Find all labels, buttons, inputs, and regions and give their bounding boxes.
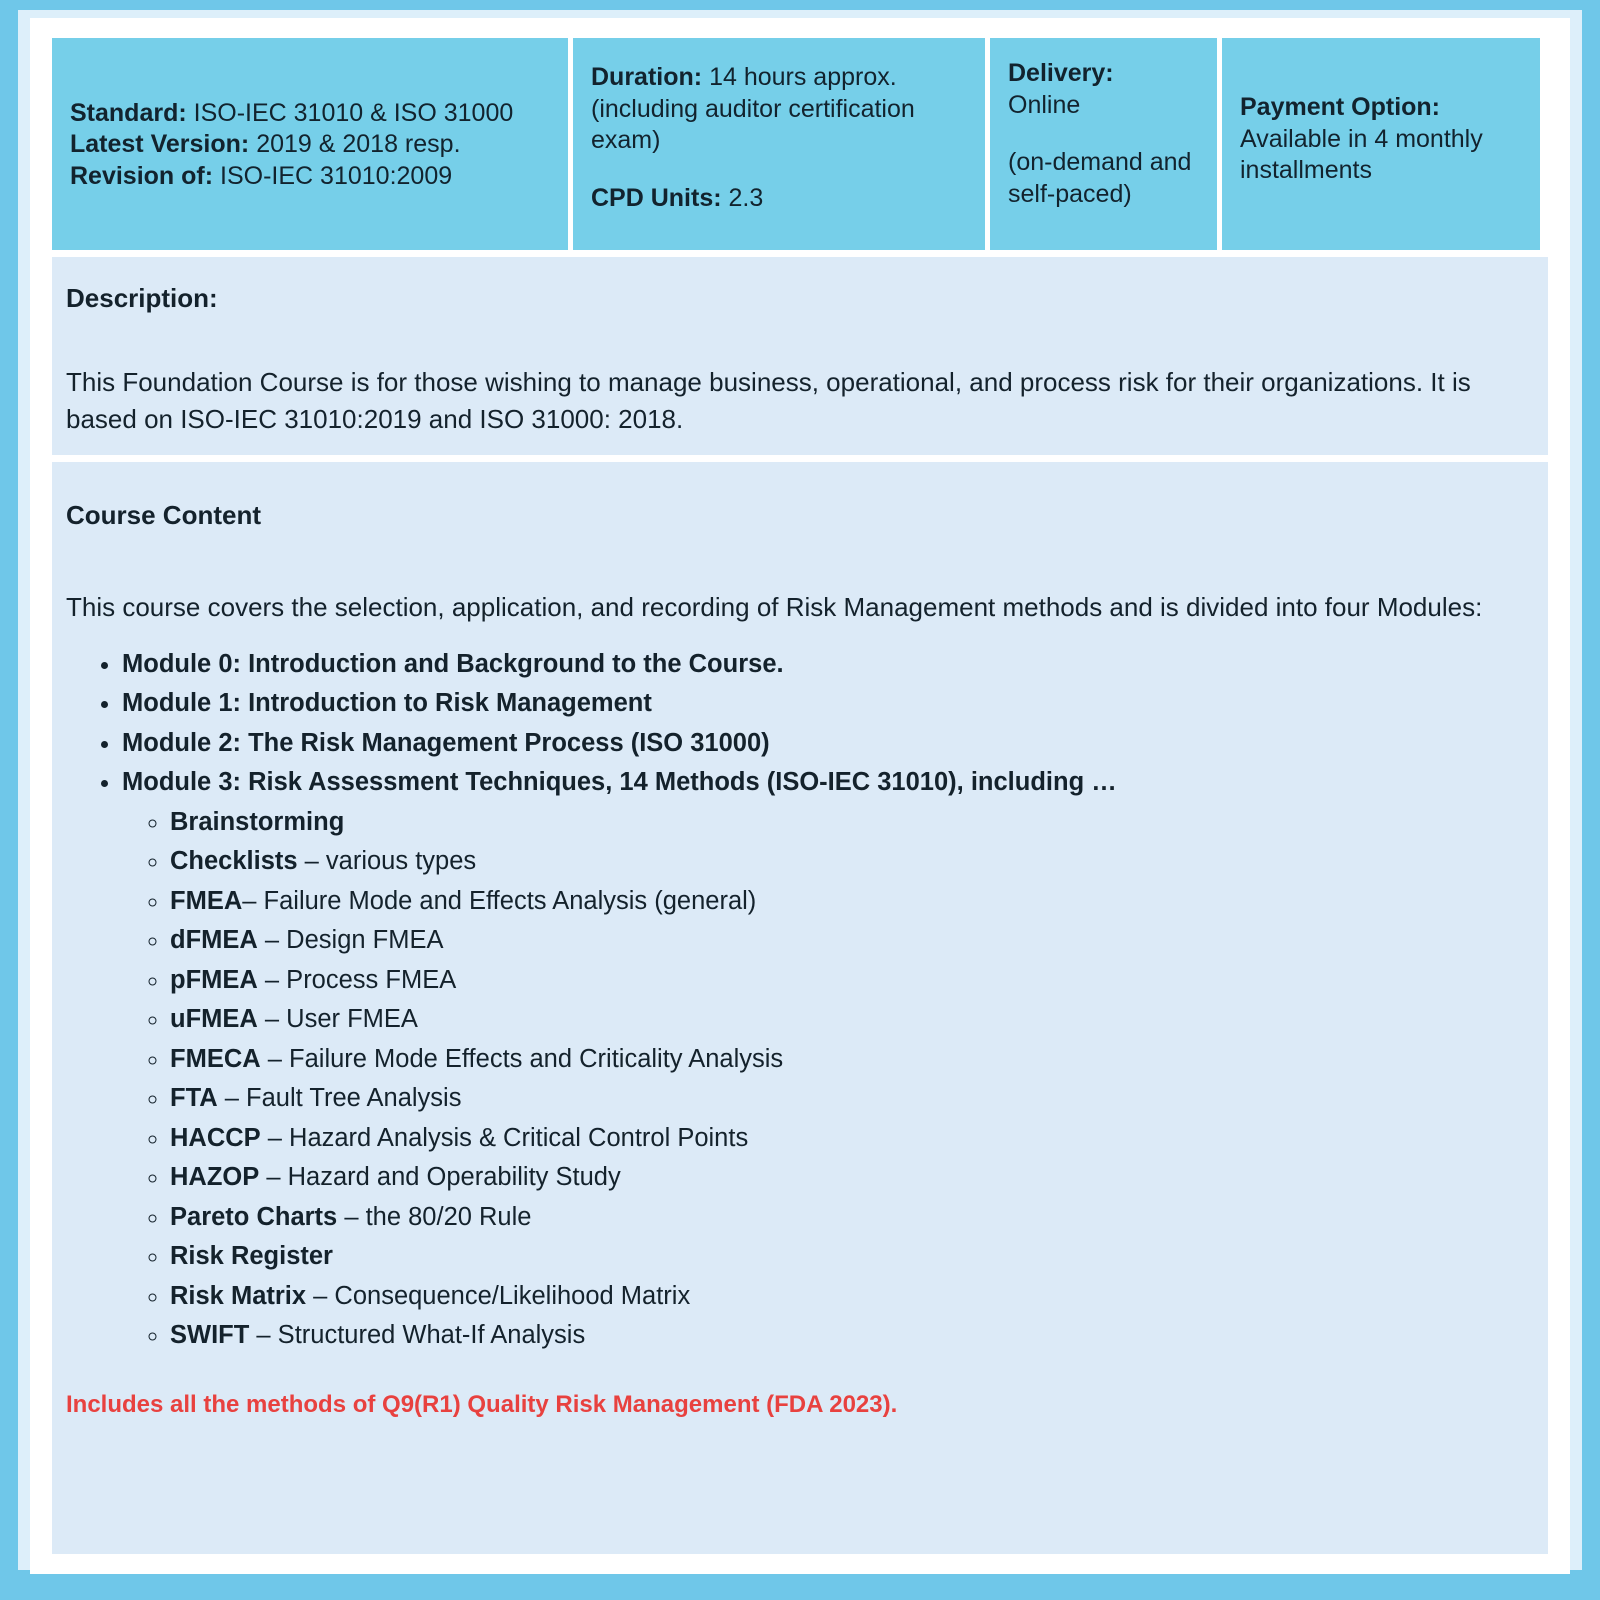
method-name: pFMEA [170, 965, 258, 994]
revision-line [70, 161, 550, 193]
method-name: SWIFT [170, 1321, 250, 1350]
version-value: 2019 & 2018 resp. [256, 130, 461, 159]
course-content-panel [52, 462, 1548, 1554]
module-list-item [122, 649, 1534, 678]
content-frame [30, 18, 1570, 1574]
method-description: – Design FMEA [257, 926, 444, 955]
payment-label: Payment Option: [1240, 93, 1441, 121]
standard-line [70, 98, 550, 130]
method-list-item [170, 965, 1534, 994]
description-panel [52, 257, 1548, 455]
cpd-label: CPD Units: [591, 183, 722, 212]
cpd-line [591, 183, 967, 215]
method-name: Brainstorming [170, 807, 345, 836]
header-cell-standard [52, 38, 568, 250]
method-description: – Structured What-If Analysis [249, 1321, 586, 1350]
method-list-item [170, 1007, 1534, 1033]
method-description: – various types [297, 847, 477, 876]
method-name: dFMEA [170, 926, 258, 955]
header-row [52, 38, 1548, 250]
method-name: Checklists [170, 847, 298, 876]
delivery-note: (on-demand and self-paced) [1008, 148, 1192, 208]
method-list-item [170, 1323, 1534, 1349]
standard-label: Standard: [70, 98, 187, 127]
method-name: Pareto Charts [170, 1202, 338, 1231]
method-name: FMECA [170, 1044, 261, 1073]
method-description: – Process FMEA [257, 965, 457, 994]
cpd-value: 2.3 [728, 183, 764, 212]
method-name: Risk Matrix [170, 1281, 307, 1310]
method-list-item [170, 1123, 1534, 1152]
method-description: – Fault Tree Analysis [217, 1084, 462, 1113]
standard-value: ISO-IEC 31010 & ISO 31000 [193, 98, 514, 127]
header-cell-duration [573, 38, 985, 250]
method-list-item [170, 886, 1534, 915]
duration-spacer [591, 157, 967, 183]
module-label: Module 0: Introduction and Background to the Course. [122, 649, 784, 678]
duration-value: 14 hours approx. (including auditor certification exam) [591, 63, 915, 154]
method-name: Risk Register [170, 1242, 333, 1271]
revision-value: ISO-IEC 31010:2009 [220, 161, 453, 190]
method-description: – User FMEA [257, 1005, 418, 1034]
header-cell-delivery [990, 38, 1217, 250]
module-list-item [122, 728, 1534, 757]
payment-value: Available in 4 monthly installments [1240, 124, 1483, 184]
course-content-intro: This course covers the selection, application, and recording of Risk Management methods and is divided into four Modules: [66, 592, 1483, 622]
method-list-item [170, 928, 1534, 954]
method-description: – Hazard Analysis & Critical Control Points [260, 1123, 749, 1152]
module-label: Module 3: Risk Assessment Techniques, 14 Methods (ISO-IEC 31010), including … [122, 768, 1117, 797]
fda-note: Includes all the methods of Q9(R1) Quality Risk Management (FDA 2023). [66, 1390, 898, 1418]
revision-label: Revision of: [70, 161, 214, 190]
method-list-item [170, 1044, 1534, 1073]
method-name: HAZOP [170, 1163, 260, 1192]
module-list [66, 649, 1534, 1350]
method-list-item [170, 1165, 1534, 1191]
method-description: – the 80/20 Rule [337, 1202, 532, 1231]
method-description: – Failure Mode Effects and Criticality Analysis [260, 1044, 784, 1073]
module-label: Module 1: Introduction to Risk Management [122, 689, 652, 718]
method-name: FTA [170, 1084, 218, 1113]
description-text: This Foundation Course is for those wishing to manage business, operational, and process risk for their organizations. It is based on ISO-IEC 31010:2019 and ISO 31000: 2018. [66, 367, 1471, 434]
method-description: – Consequence/Likelihood Matrix [306, 1281, 691, 1310]
method-list-item [170, 1281, 1534, 1310]
method-list-item [170, 849, 1534, 875]
method-list-item [170, 1202, 1534, 1231]
duration-line [591, 62, 967, 157]
module-list-item [122, 770, 1534, 1349]
duration-label: Duration: [591, 63, 703, 91]
version-label: Latest Version: [70, 130, 250, 159]
method-name: uFMEA [170, 1005, 258, 1034]
module-list-item [122, 691, 1534, 717]
delivery-label: Delivery: [1008, 59, 1114, 87]
version-line [70, 129, 550, 161]
method-list [122, 807, 1534, 1350]
method-list-item [170, 1244, 1534, 1270]
method-name: HACCP [170, 1123, 261, 1152]
method-list-item [170, 1086, 1534, 1112]
method-description: – Failure Mode and Effects Analysis (general) [242, 886, 757, 915]
method-list-item [170, 807, 1534, 836]
method-description: – Hazard and Operability Study [259, 1163, 621, 1192]
course-content-title: Course Content [66, 500, 261, 530]
description-title: Description: [66, 283, 218, 313]
module-label: Module 2: The Risk Management Process (ISO 31000) [122, 728, 770, 757]
delivery-spacer [1008, 121, 1199, 147]
delivery-value: Online [1008, 90, 1081, 119]
method-name: FMEA [170, 886, 243, 915]
header-cell-payment [1222, 38, 1540, 250]
